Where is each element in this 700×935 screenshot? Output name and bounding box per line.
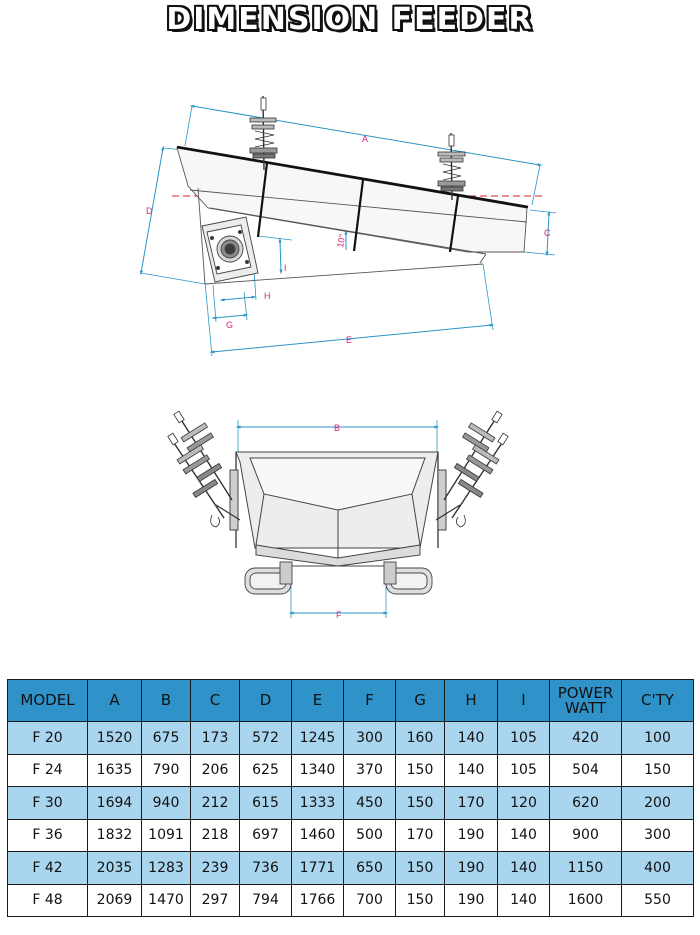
cell-c: 206 xyxy=(191,754,240,787)
bottom-motors xyxy=(245,562,432,594)
page-title: DIMENSION FEEDER xyxy=(166,2,534,37)
cell-c: 173 xyxy=(191,722,240,755)
cell-h: 190 xyxy=(445,852,498,885)
table-row xyxy=(8,787,694,820)
cell-a: 1520 xyxy=(88,722,142,755)
cell-c: 239 xyxy=(191,852,240,885)
header-d: D xyxy=(240,680,292,722)
cell-h: 190 xyxy=(445,884,498,917)
table-row xyxy=(8,884,694,917)
cell-a: 1635 xyxy=(88,754,142,787)
label-g: G xyxy=(226,320,234,330)
cell-f: 370 xyxy=(344,754,396,787)
cell-g: 150 xyxy=(396,884,445,917)
cell-cty: 200 xyxy=(622,787,694,820)
label-a: A xyxy=(362,134,369,144)
cell-i: 140 xyxy=(498,852,550,885)
cell-d: 697 xyxy=(240,819,292,852)
cell-a: 1832 xyxy=(88,819,142,852)
header-e: E xyxy=(292,680,344,722)
cell-i: 105 xyxy=(498,754,550,787)
cell-model: F 30 xyxy=(8,787,88,820)
cell-power: 900 xyxy=(550,819,622,852)
dimension-b xyxy=(238,420,437,452)
header-f: F xyxy=(344,680,396,722)
cell-i: 120 xyxy=(498,787,550,820)
cell-c: 212 xyxy=(191,787,240,820)
cell-power: 620 xyxy=(550,787,622,820)
cell-f: 650 xyxy=(344,852,396,885)
table-row xyxy=(8,754,694,787)
header-watt: WATT xyxy=(564,698,607,717)
cell-cty: 100 xyxy=(622,722,694,755)
header-g: G xyxy=(396,680,445,722)
cell-cty: 300 xyxy=(622,819,694,852)
cell-model: F 48 xyxy=(8,884,88,917)
cell-model: F 36 xyxy=(8,819,88,852)
table-row xyxy=(8,852,694,885)
dimension-f xyxy=(291,585,386,620)
label-h: H xyxy=(264,291,271,301)
cell-i: 140 xyxy=(498,884,550,917)
cell-g: 150 xyxy=(396,754,445,787)
cell-a: 1694 xyxy=(88,787,142,820)
cell-power: 420 xyxy=(550,722,622,755)
cell-g: 150 xyxy=(396,787,445,820)
header-power: POWER xyxy=(557,683,614,702)
cell-e: 1771 xyxy=(292,852,344,885)
label-b: B xyxy=(334,423,341,433)
header-h: H xyxy=(445,680,498,722)
cell-d: 736 xyxy=(240,852,292,885)
header-a: A xyxy=(88,680,142,722)
header-i: I xyxy=(498,680,550,722)
feeder-hopper xyxy=(230,452,446,566)
cell-e: 1340 xyxy=(292,754,344,787)
cell-b: 940 xyxy=(142,787,191,820)
cell-b: 1283 xyxy=(142,852,191,885)
header-model: MODEL xyxy=(8,680,88,722)
cell-a: 2069 xyxy=(88,884,142,917)
cell-c: 218 xyxy=(191,819,240,852)
cell-h: 140 xyxy=(445,754,498,787)
cell-d: 615 xyxy=(240,787,292,820)
cell-g: 150 xyxy=(396,852,445,885)
label-c: C xyxy=(544,228,551,238)
cell-cty: 150 xyxy=(622,754,694,787)
cell-model: F 42 xyxy=(8,852,88,885)
header-b: B xyxy=(142,680,191,722)
cell-power: 504 xyxy=(550,754,622,787)
header-power-watt xyxy=(550,680,622,722)
cell-b: 675 xyxy=(142,722,191,755)
label-angle: 10° xyxy=(335,233,348,249)
cell-e: 1245 xyxy=(292,722,344,755)
cell-a: 2035 xyxy=(88,852,142,885)
spring-assembly-left xyxy=(168,411,240,527)
table-body xyxy=(8,722,694,917)
cell-model: F 24 xyxy=(8,754,88,787)
cell-i: 105 xyxy=(498,722,550,755)
table-header-row xyxy=(8,680,694,722)
table-row xyxy=(8,722,694,755)
cell-e: 1766 xyxy=(292,884,344,917)
header-cty: C'TY xyxy=(622,680,694,722)
cell-h: 190 xyxy=(445,819,498,852)
cell-cty: 550 xyxy=(622,884,694,917)
cell-cty: 400 xyxy=(622,852,694,885)
cell-power: 1600 xyxy=(550,884,622,917)
label-i: I xyxy=(284,263,287,273)
cell-b: 790 xyxy=(142,754,191,787)
cell-f: 500 xyxy=(344,819,396,852)
cell-f: 300 xyxy=(344,722,396,755)
cell-h: 170 xyxy=(445,787,498,820)
cell-c: 297 xyxy=(191,884,240,917)
cell-g: 170 xyxy=(396,819,445,852)
spring-assembly-right xyxy=(436,411,508,527)
label-e: E xyxy=(346,335,353,345)
cell-b: 1470 xyxy=(142,884,191,917)
cell-f: 700 xyxy=(344,884,396,917)
label-d: D xyxy=(146,206,153,216)
cell-d: 625 xyxy=(240,754,292,787)
cell-e: 1460 xyxy=(292,819,344,852)
cell-d: 794 xyxy=(240,884,292,917)
cell-f: 450 xyxy=(344,787,396,820)
header-c: C xyxy=(191,680,240,722)
dimension-table xyxy=(7,679,694,917)
cell-i: 140 xyxy=(498,819,550,852)
cell-model: F 20 xyxy=(8,722,88,755)
cell-power: 1150 xyxy=(550,852,622,885)
cell-b: 1091 xyxy=(142,819,191,852)
cell-g: 160 xyxy=(396,722,445,755)
table-row xyxy=(8,819,694,852)
cell-h: 140 xyxy=(445,722,498,755)
label-f: F xyxy=(336,610,342,620)
cell-d: 572 xyxy=(240,722,292,755)
cell-e: 1333 xyxy=(292,787,344,820)
